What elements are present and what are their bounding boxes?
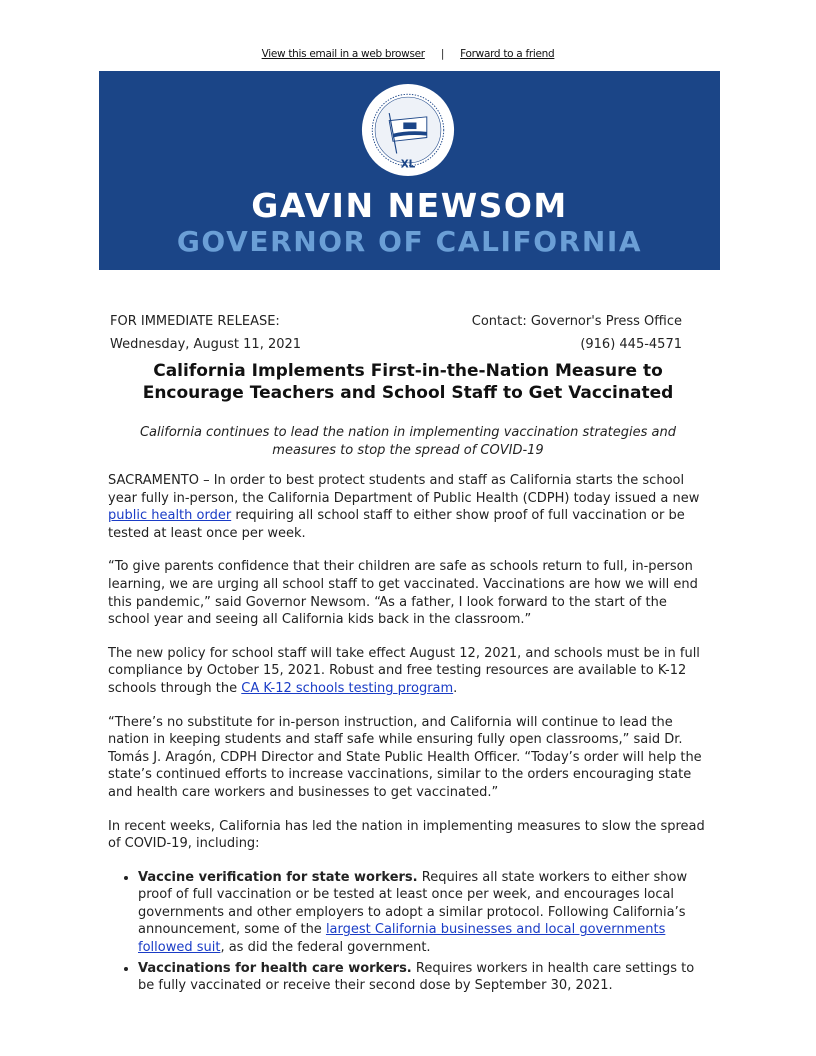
seal-numeral: XL (400, 158, 416, 171)
public-health-order-link[interactable]: public health order (108, 508, 232, 524)
text: Requires workers in health care settings to be fully vaccinated or receive their second dose by September 30, 2021. (138, 960, 695, 994)
text: The new policy for school staff will take effect August 12, 2021, and schools must be in full compliance by October 15, 2021. Robust and free testing resources are available to K-12 schools through the (108, 645, 700, 696)
link-separator: | (440, 48, 445, 60)
measures-list (108, 869, 710, 995)
release-label: FOR IMMEDIATE RELEASE: (110, 314, 280, 329)
header-banner (99, 71, 720, 270)
date-row (110, 337, 682, 352)
list-item (138, 869, 710, 957)
paragraph: In recent weeks, California has led the nation in implementing measures to slow the spread of COVID-19, including: (108, 818, 705, 852)
paragraph (108, 472, 710, 542)
text: SACRAMENTO – In order to best protect students and staff as California starts the school year fully in-person, the California Department of Public Health (CDPH) today issued a new (108, 473, 700, 506)
paragraph: “There’s no substitute for in-person instruction, and California will continue to lead the nation in keeping students and staff safe while ensuring fully open classrooms,” said Dr. Tomás J. Aragón, CDPH Director and State Public Health Officer. “Today’s order will help the state’s continued efforts to increase vaccinations, similar to the orders encouraging state and health care workers and businesses to get vaccinated.” (108, 714, 702, 800)
item-title: Vaccine verification for state workers. (138, 869, 418, 885)
release-date: Wednesday, August 11, 2021 (110, 337, 302, 352)
contact-label: Contact: Governor's Press Office (471, 314, 682, 329)
paragraph: “To give parents confidence that their children are safe as schools return to full, in-person learning, we are urging all school staff to get vaccinated. Vaccinations are how we will end this pandemic,” said Governor Newsom. “As a father, I look forward to the start of the school year and seeing all California kids back in the classroom.” (108, 559, 698, 628)
view-in-browser-link[interactable]: View this email in a web browser (261, 48, 425, 60)
subheadline: California continues to lead the nation in implementing vaccination strategies and measures to stop the spread of COVID-19 (139, 425, 677, 458)
text: requiring all school staff to either show proof of full vaccination or be tested at least once per week. (108, 508, 685, 541)
item-title: Vaccinations for health care workers. (138, 960, 412, 976)
governor-title: GOVERNOR OF CALIFORNIA (176, 225, 643, 258)
release-row (110, 314, 682, 329)
article-body (108, 472, 710, 998)
text: . (453, 680, 458, 696)
governor-seal-icon (361, 83, 455, 177)
forward-to-friend-link[interactable]: Forward to a friend (460, 48, 555, 60)
top-links (0, 48, 816, 60)
list-item (138, 960, 710, 995)
paragraph (108, 645, 710, 698)
text: Requires all state workers to either show proof of full vaccination or be tested at least once per week, and encourages local governments and other employers to adopt a similar protocol. Following California’s announcement, some of the (138, 869, 688, 938)
contact-phone: (916) 445-4571 (580, 337, 682, 352)
text: , as did the federal government. (220, 940, 431, 956)
testing-program-link[interactable]: CA K-12 schools testing program (241, 680, 454, 696)
businesses-followed-suit-link[interactable]: largest California businesses and local governments followed suit (138, 922, 666, 956)
governor-name: GAVIN NEWSOM (251, 186, 568, 225)
headline: California Implements First-in-the-Nation Measure to Encourage Teachers and School Staff to Get Vaccinated (142, 361, 674, 403)
